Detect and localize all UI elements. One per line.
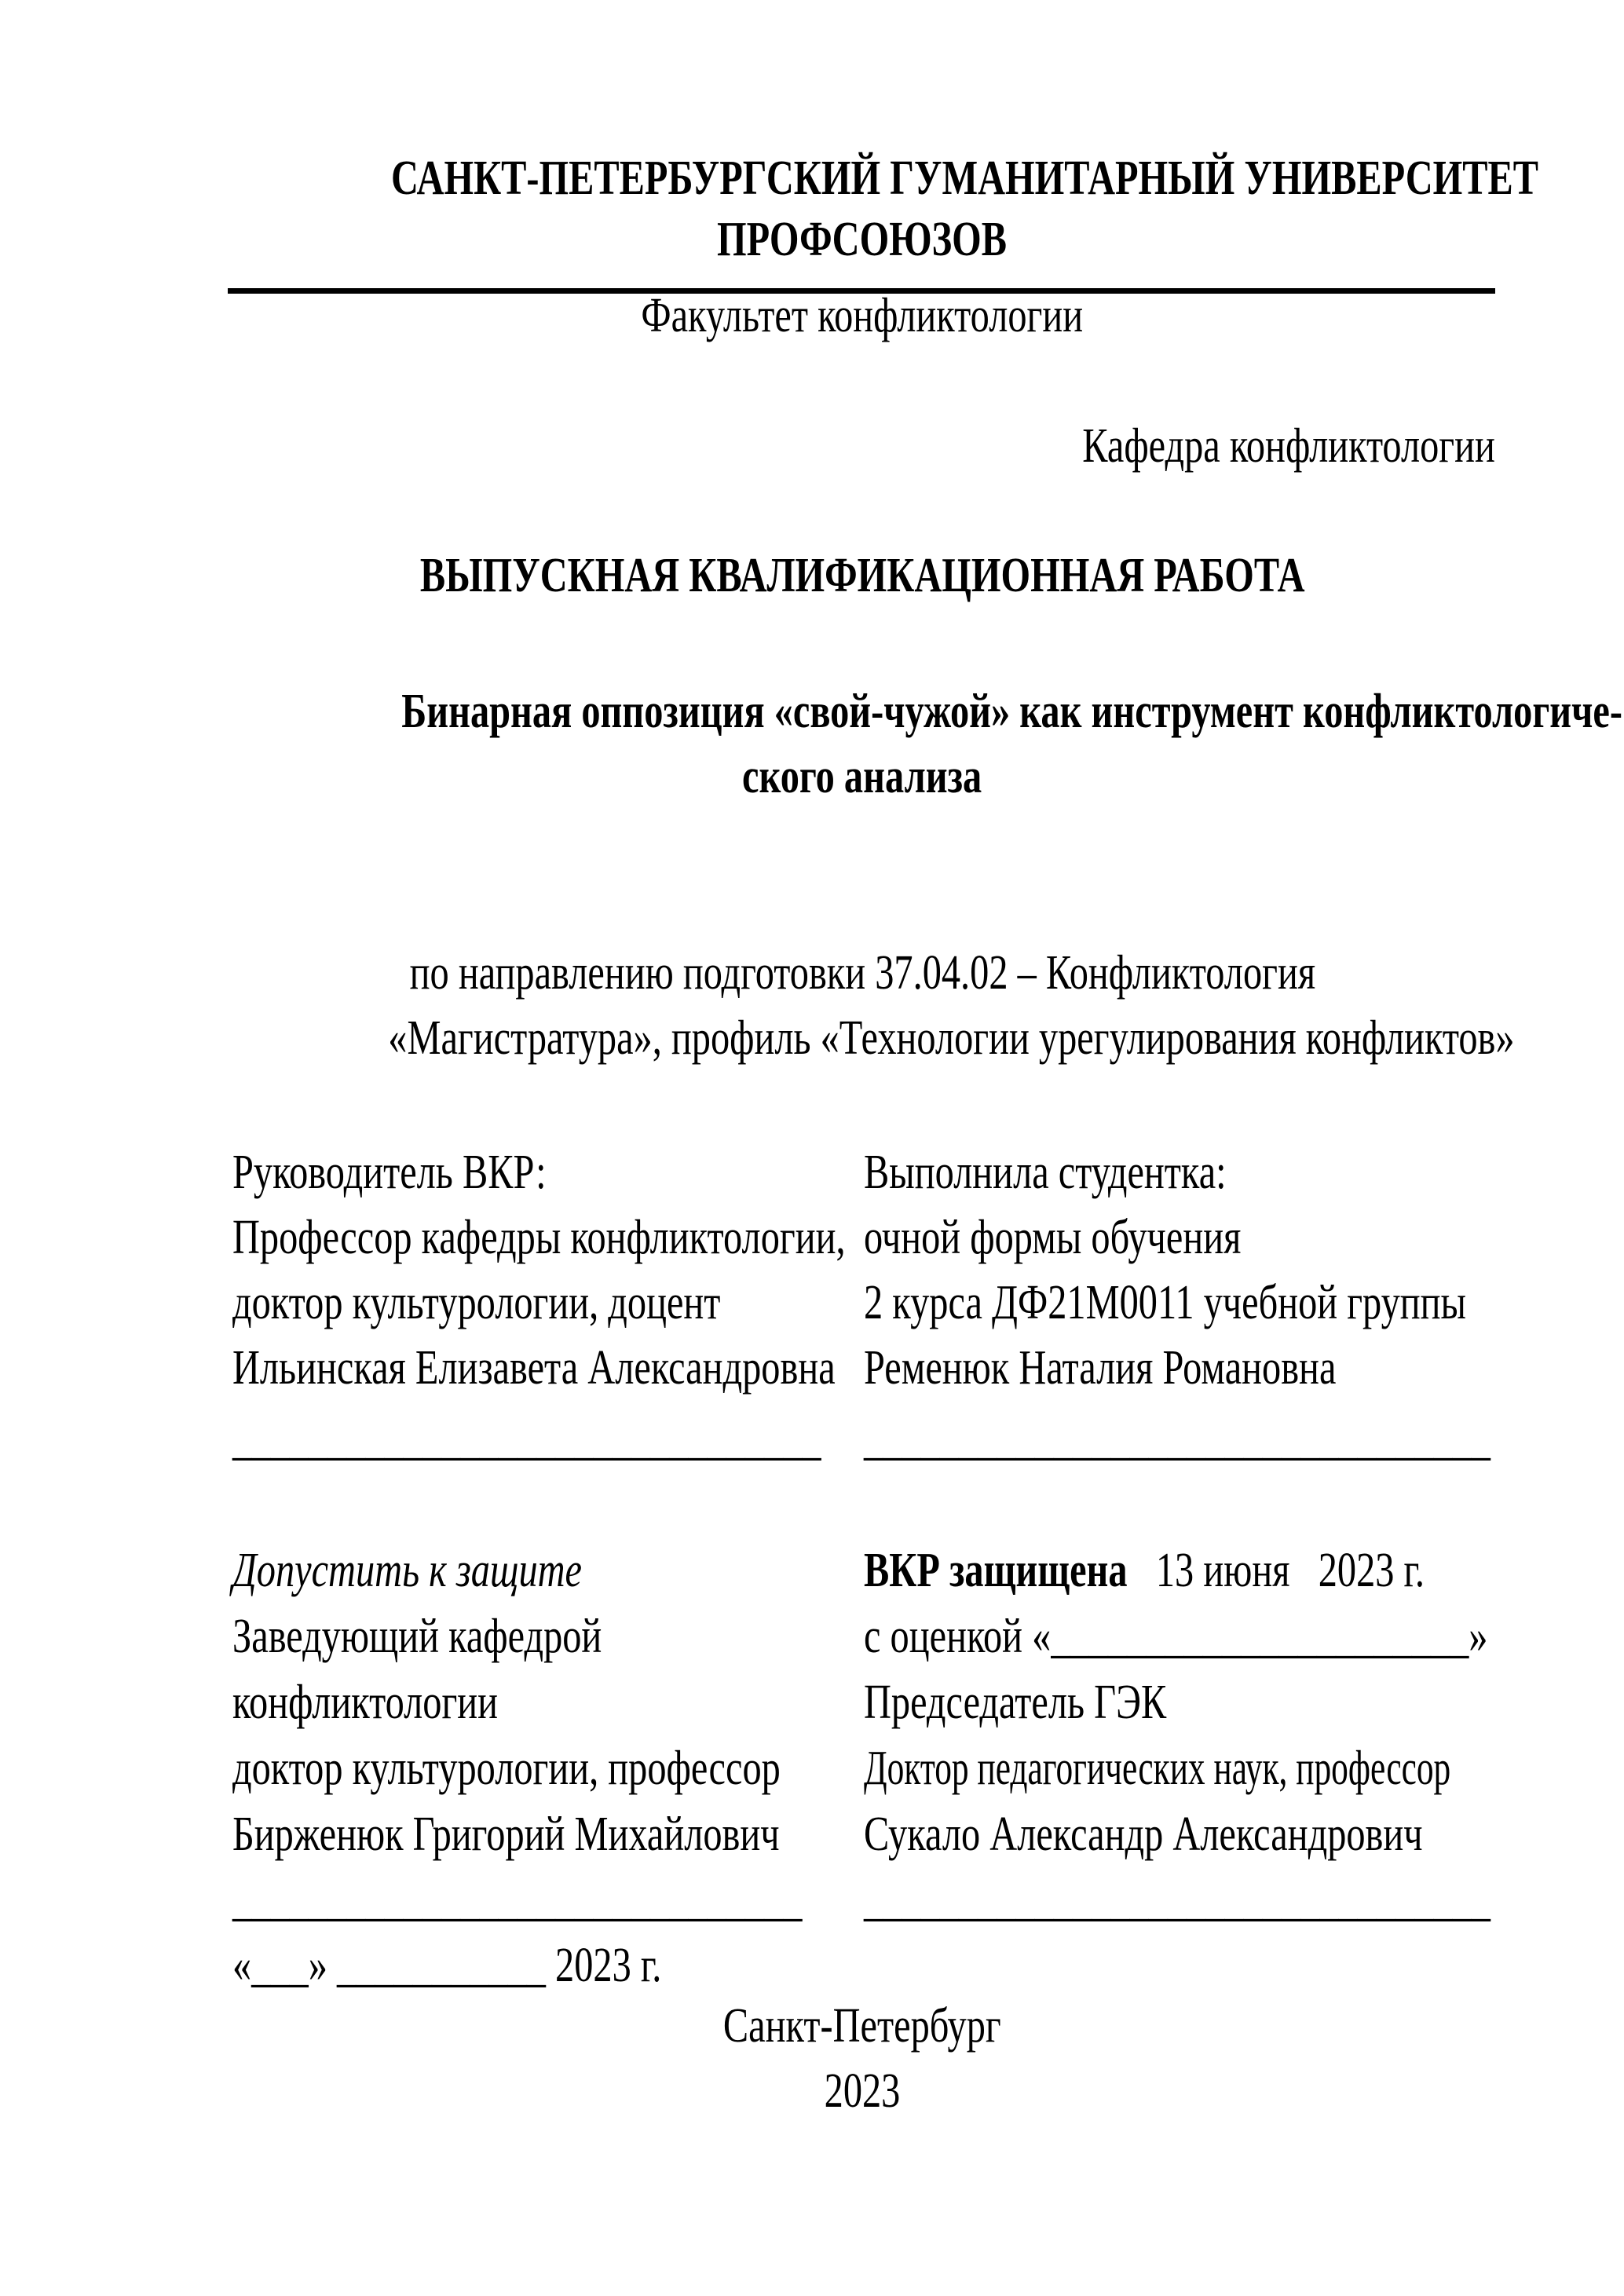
admission-degree-line: доктор культурологии, профессор [232,1742,781,1795]
university-name-line2: ПРОФСОЮЗОВ [717,213,1008,266]
thesis-title-line1: Бинарная оппозиция «свой-чужой» как инструмент конфликтологиче- [401,685,1623,738]
university-name [229,148,1539,270]
defense-date-line [864,1537,1500,1603]
thesis-title [229,679,1623,810]
footer-year: 2023 [824,2064,901,2118]
defense-defended-label: ВКР защищена [864,1544,1128,1597]
admission-block [232,1537,861,1867]
student-group-line: 2 курса ДФ21М0011 учебной группы [864,1276,1467,1329]
admission-date-line: «___» ___________ 2023 г. [232,1939,662,1992]
supervisor-position-line2: доктор культурологии, доцент [232,1276,721,1329]
footer-city: Санкт-Петербург [723,1999,1001,2053]
defense-block [864,1537,1500,1867]
faculty-line: Факультет конфликтологии [641,289,1084,342]
work-type-heading: ВЫПУСКНАЯ КВАЛИФИКАЦИОННАЯ РАБОТА [419,549,1305,602]
defense-grade-line: с оценкой «______________________» [864,1610,1488,1663]
defense-defended-date: 13 июня 2023 г. [1127,1544,1425,1597]
supervisor-name: Ильинская Елизавета Александровна [232,1341,836,1395]
program-line2: «Магистратура», профиль «Технологии урегулирования конфликтов» [388,1011,1515,1065]
defense-signature-line: _________________________________ [864,1873,1490,1926]
student-signature-line: _________________________________ [864,1412,1490,1465]
department-line: Кафедра конфликтологии [1082,419,1495,473]
student-heading: Выполнила студентка: [864,1146,1227,1199]
student-form-line: очной формы обучения [864,1211,1242,1264]
supervisor-block [232,1140,861,1401]
supervisor-heading: Руководитель ВКР: [232,1146,547,1199]
supervisor-signature-line: _______________________________ [232,1412,821,1465]
defense-chairman-degree: Доктор педагогических наук, профессор [864,1742,1451,1795]
admission-head-line1: Заведующий кафедрой [232,1610,602,1663]
supervisor-position-line1: Профессор кафедры конфликтологии, [232,1211,846,1264]
admission-head-line2: конфликтологии [232,1676,499,1729]
defense-chairman-name: Сукало Александр Александрович [864,1808,1423,1861]
university-name-line1: САНКТ-ПЕТЕРБУРГСКИЙ ГУМАНИТАРНЫЙ УНИВЕРСИТЕТ [391,152,1539,205]
student-block [864,1140,1500,1401]
program-info [229,941,1515,1071]
admission-signature-line: ______________________________ [232,1873,803,1926]
defense-chairman-title: Председатель ГЭК [864,1676,1167,1729]
admission-permit-line: Допустить к защите [232,1544,583,1597]
student-name: Ременюк Наталия Романовна [864,1341,1337,1395]
thesis-title-line2: ского анализа [742,750,982,803]
admission-head-name: Бирженюк Григорий Михайлович [232,1808,780,1861]
program-line1: по направлению подготовки 37.04.02 – Конфликтология [409,946,1315,1000]
